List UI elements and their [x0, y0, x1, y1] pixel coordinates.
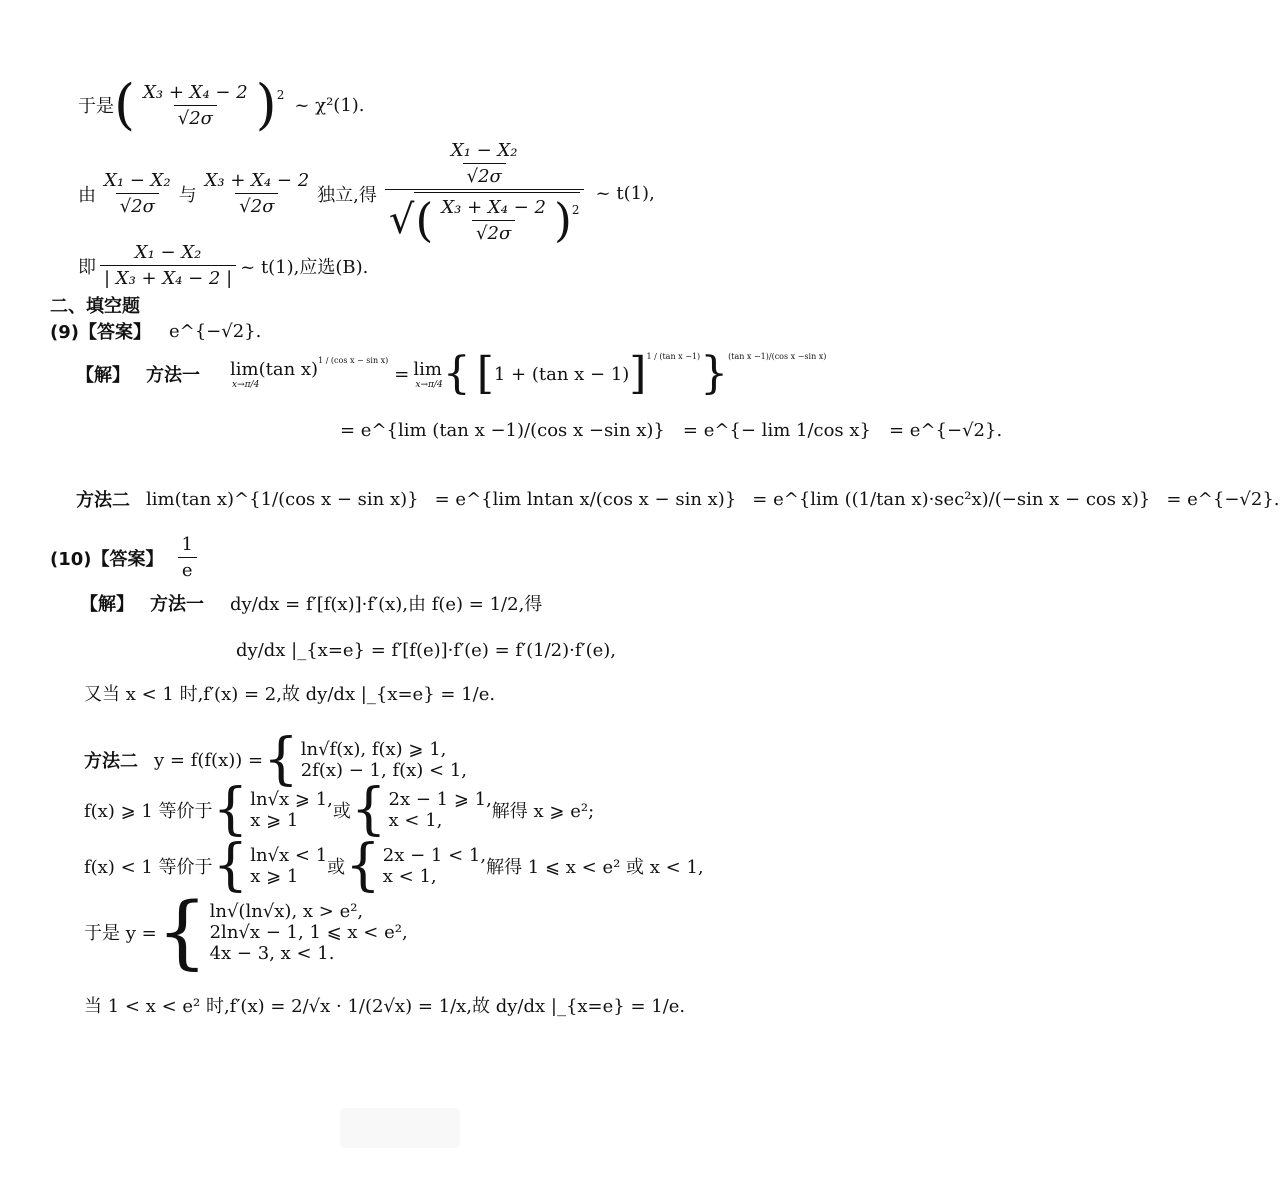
line-you-duli: [78, 140, 655, 247]
text: 由: [78, 184, 96, 206]
q10-method2-def: [84, 727, 468, 792]
big-denominator: [385, 189, 584, 247]
numerator: X₁ − X₂: [450, 140, 518, 161]
definition: y = f(f(x)) =: [154, 749, 264, 771]
piecewise: { ln√(ln√x), x > e², 2ln√x − 1, 1 ⩽ x < e², 4x − 3, x < 1.: [156, 885, 408, 978]
right-paren: ): [255, 73, 277, 136]
relation: ~ t(1),: [595, 183, 655, 204]
text: 于是: [78, 96, 114, 117]
limit: [230, 359, 318, 390]
case: 2f(x) − 1, f(x) < 1,: [300, 760, 468, 781]
solution-label: 【解】: [76, 365, 130, 386]
section-title: 二、填空题: [50, 296, 140, 317]
method-label: 方法二: [76, 490, 130, 511]
big-numerator: [439, 140, 530, 189]
text: f(x) < 1 等价于: [84, 857, 213, 878]
numerator: X₃ + X₄ − 2: [204, 170, 310, 191]
text: f(x) ⩾ 1 等价于: [84, 801, 213, 822]
answer-fraction: [178, 534, 197, 581]
piecewise: { ln√f(x), f(x) ⩾ 1, 2f(x) − 1, f(x) < 1,: [263, 727, 468, 792]
text: 或: [327, 857, 346, 878]
q10-method1-line3: [84, 680, 495, 706]
case: ln√f(x), f(x) ⩾ 1,: [300, 739, 447, 760]
question-label: (9)【答案】: [50, 322, 151, 343]
method-label: 方法二: [84, 751, 138, 772]
system: { 2x − 1 ⩾ 1, x < 1,: [350, 777, 492, 842]
condition: x < 1,: [382, 866, 437, 887]
step: 又当 x < 1 时,f′(x) = 2,故 dy/dx |_{x=e} = 1/e.: [84, 684, 496, 705]
inner-fraction: [437, 197, 550, 244]
system: { ln√x ⩾ 1, x ⩾ 1: [212, 777, 333, 842]
denominator: √2σ: [472, 220, 515, 244]
solution-label: 【解】: [80, 594, 134, 615]
text: 解得 x ⩾ e²;: [491, 801, 595, 822]
denominator: | X₃ + X₄ − 2 |: [100, 265, 236, 289]
q10-method2-line5: [84, 992, 685, 1018]
sqrt-body: [414, 192, 579, 247]
step: = e^{−√2}.: [1166, 488, 1280, 510]
fraction-2: [201, 170, 314, 217]
numerator: X₃ + X₄ − 2: [143, 81, 248, 103]
exponent: 2: [571, 203, 580, 217]
fraction-1: [100, 170, 175, 217]
exponent: 1 / (cos x − sin x): [318, 355, 389, 365]
denominator: √2σ: [116, 193, 159, 217]
step: = e^{− lim 1/cos x}: [682, 420, 871, 441]
inner-fraction: [447, 140, 522, 187]
limit-subscript: x→π/4: [415, 379, 443, 390]
right-paren: ): [553, 193, 572, 247]
limit: lim x→π/4: [413, 358, 443, 390]
case: 4x − 3, x < 1.: [209, 942, 335, 964]
numerator: X₃ + X₄ − 2: [441, 196, 546, 218]
step: dy/dx = f′[f(x)]·f′(x),由 f(e) = 1/2,得: [230, 594, 543, 615]
relation: ~ t(1),应选(B).: [240, 256, 369, 278]
denominator: √2σ: [463, 163, 506, 187]
system: { ln√x < 1 x ⩾ 1: [212, 833, 328, 898]
q9-method2: [76, 486, 1280, 512]
limit-expr: lim(tan x): [230, 358, 319, 380]
condition: 2x − 1 < 1,: [382, 845, 487, 866]
right-bracket: ]: [629, 348, 647, 399]
relation: ~ χ²(1).: [294, 94, 365, 116]
q10-method2-line4: [84, 885, 408, 978]
denominator: √2σ: [174, 105, 217, 129]
text: 与: [178, 184, 197, 206]
right-brace: }: [700, 348, 729, 399]
left-paren: (: [415, 193, 434, 247]
left-bracket: [: [476, 348, 494, 399]
big-fraction: [385, 140, 584, 247]
condition: 2x − 1 ⩾ 1,: [388, 789, 492, 810]
exponent: 2: [276, 88, 285, 102]
step: dy/dx |_{x=e} = f′[f(e)]·f′(e) = f′(1/2)·f′(e),: [236, 640, 617, 661]
text: 独立,得: [317, 184, 377, 206]
q10-method2-line2: [84, 777, 595, 842]
limit-subscript: x→π/4: [232, 379, 260, 390]
text: 即: [78, 256, 96, 278]
question-label: (10)【答案】: [50, 548, 164, 570]
denominator: e: [178, 557, 197, 581]
step: 当 1 < x < e² 时,f′(x) = 2/√x · 1/(2√x) = 1/x,故 dy/dx |_{x=e} = 1/e.: [84, 996, 686, 1017]
left-paren: (: [114, 73, 136, 136]
q10-method1-line1: [80, 590, 542, 616]
fraction: [100, 242, 236, 289]
numerator: X₁ − X₂: [134, 242, 202, 263]
method-label: 方法一: [150, 594, 204, 615]
case: ln√(ln√x), x > e²,: [209, 900, 364, 922]
inner-exponent: 1 / (tan x −1): [646, 351, 701, 361]
left-brace: {: [442, 348, 471, 399]
q9-method1-line2: [340, 420, 1002, 441]
condition: ln√x ⩾ 1,: [250, 789, 333, 810]
answer: e^{−√2}.: [168, 320, 262, 342]
step: lim(tan x)^{1/(cos x − sin x)}: [146, 488, 419, 510]
condition: ln√x < 1: [250, 845, 328, 866]
page-footer-smudge: [340, 1108, 460, 1148]
q10-answer: [50, 534, 201, 581]
fraction: [139, 82, 252, 129]
condition: x ⩾ 1: [250, 866, 299, 887]
system: { 2x − 1 < 1, x < 1,: [345, 833, 487, 898]
step: = e^{−√2}.: [889, 420, 1003, 441]
numerator: 1: [181, 534, 193, 555]
line-ji-t1: [78, 242, 368, 289]
method-label: 方法一: [146, 365, 200, 386]
condition: x < 1,: [388, 810, 443, 831]
q9-answer: [50, 318, 261, 344]
step: = e^{lim ((1/tan x)·sec²x)/(−sin x − cos x)}: [752, 488, 1151, 510]
base-expr: 1 + (tan x − 1): [493, 363, 630, 385]
text: 于是 y =: [84, 923, 157, 944]
text: 或: [332, 801, 351, 822]
step: = e^{lim lntan x/(cos x − sin x)}: [434, 488, 737, 510]
q9-method1-line1: 【解】 方法一 lim(tan x) x→π/4 1 / (cos x − sin x) = lim x→π/4 { [ 1 + (tan x − 1) ] 1 / (tan x −1) } (tan x −1)/(cos x −sin x): [76, 348, 827, 399]
text: 解得 1 ⩽ x < e² 或 x < 1,: [486, 857, 704, 878]
step: = e^{lim (tan x −1)/(cos x −sin x)}: [340, 420, 665, 441]
numerator: X₁ − X₂: [104, 170, 171, 191]
denominator: √2σ: [235, 193, 278, 217]
outer-exponent: (tan x −1)/(cos x −sin x): [728, 351, 827, 361]
condition: x ⩾ 1: [250, 810, 299, 831]
case: 2ln√x − 1, 1 ⩽ x < e²,: [209, 921, 408, 943]
sqrt-sign: √: [388, 196, 415, 243]
q10-method1-line2: [236, 640, 616, 661]
line-yushi-chi2: [78, 73, 365, 136]
